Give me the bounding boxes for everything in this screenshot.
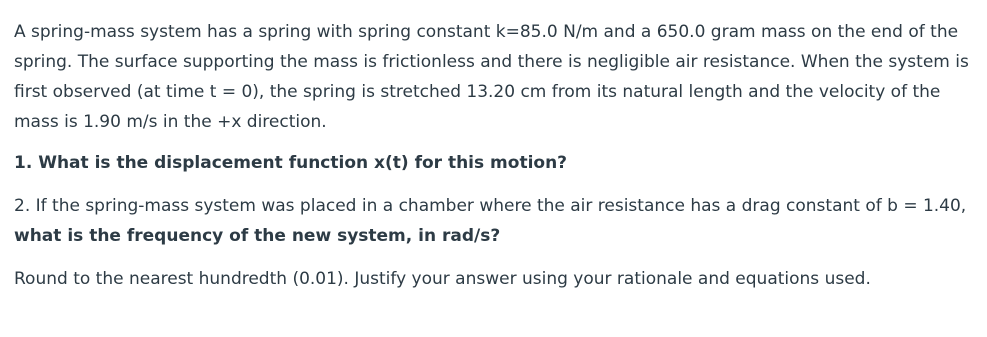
problem-intro: A spring-mass system has a spring with spring constant k=85.0 N/m and a 650.0 gram mass on the end of the spring. The surface supporting the mass is frictionless and there is negligible air resistance. When the system is first observed (at time t = 0), the spring is stretched 13.20 cm from its natural length and the velocity of the mass is 1.90 m/s in the +x direction.	[14, 22, 969, 132]
question-1: 1. What is the displacement function x(t) for this motion?	[14, 153, 568, 173]
question-2-text: 2. If the spring-mass system was placed in a chamber where the air resistance has a drag constant of b = 1.40,	[14, 196, 967, 216]
problem-content	[14, 17, 982, 294]
question-2	[14, 191, 982, 251]
instructions: Round to the nearest hundredth (0.01). Justify your answer using your rationale and equations used.	[14, 269, 871, 289]
question-2-emphasis: what is the frequency of the new system, in rad/s?	[14, 226, 501, 246]
